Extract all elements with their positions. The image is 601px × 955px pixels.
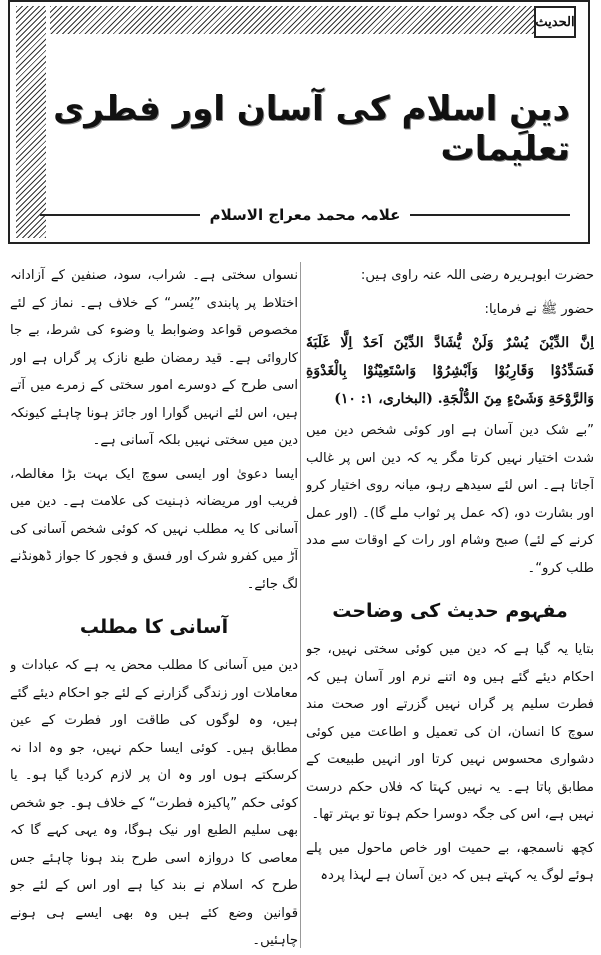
article-title: دینِ اسلام کی آسان اور فطری تعلیمات: [53, 89, 570, 169]
explanation-paragraph-1: بتایا یہ گیا ہے کہ دین میں کوئی سختی نہیں، جو احکام دیئے گئے ہیں وہ اتنے نرم اور آسان ہیں کہ فطرت سلیم پر گراں نہیں گزرتے اور صحت مند سوچ کا انسان، ان کی تعمیل و اطاعت میں کوئی دشواری محسوس نہیں کرتا اور انہیں طبیعت کے مطابق پاتا ہے۔ یہ نہیں کہتا کہ فلاں حکم درست نہیں ہے، اس کی جگہ دوسرا حکم ہوتا تو بہتر تھا۔: [306, 642, 594, 822]
hadith-arabic-text: اِنَّ الدِّیْنَ یُسْرٌ وَلَنْ یُّشَادَّ الدِّیْنَ اَحَدٌ اِلَّا غَلَبَهٗ فَسَدِّدُوْا وَقَارِبُوْا وَاَبْشِرُوْا وَاسْتَعِیْنُوْا بِالْغَدْوَةِ وَالرَّوْحَةِ وَشَیْءٍ مِنَ الدُّلْجَةِ. (البخاری، ۱: ۱۰): [306, 335, 594, 407]
author-name: علامہ محمد معراج الاسلام: [209, 206, 401, 224]
section-tag: الحديث: [534, 6, 576, 38]
right-column: [306, 262, 594, 952]
explanation-paragraph-2: کچھ ناسمجھ، بے حمیت اور خاص ماحول میں پلے ہوئے لوگ یہ کہتے ہیں کہ دین آسان ہے لہذا پردہ: [306, 840, 594, 883]
column-divider: [300, 262, 301, 948]
left-paragraph-1: نسواں سختی ہے۔ شراب، سود، صنفین کے آزادانہ اختلاط پر پابندی ”یُسر“ کے خلاف ہے۔ نماز کے لئے مخصوص قواعد وضوابط یا وضوء کی شرط، بے جا کاروائی ہے۔ قید رمضان طبع نازک پر گراں ہے اور اسی طرح کے دوسرے امور سختی کے زمرے میں آتے ہیں، اس لئے انہیں گوارا اور جائز ہونا چاہئے کیونکہ دین میں سختی نہیں بلکہ آسانی ہے۔: [10, 268, 298, 448]
hadith-intro: حضور ﷺ نے فرمایا:: [484, 301, 594, 317]
decorative-hatch-top: [50, 6, 550, 34]
hadith-translation: ”بے شک دین آسان ہے اور کوئی شخص دین میں شدت اختیار نہیں کرتا مگر یہ کہ دین اس پر غالب آجاتا ہے۔ اس لئے سیدھے رہو، میانہ روی اختیار کرو اور بشارت دو، (کہ عمل پر ثواب ملے گا)۔ (اور عمل کرنے کے لئے) صبح وشام اور رات کے اوقات سے مدد طلب کرو“۔: [306, 423, 594, 576]
subheading-explanation: مفہوم حدیث کی وضاحت: [332, 600, 568, 622]
byline-rule-right: [410, 214, 570, 216]
subheading-meaning-of-ease: آسانی کا مطلب: [79, 616, 229, 638]
byline-rule-left: [40, 214, 200, 216]
narrator-line: حضرت ابوہریرہ رضی اللہ عنہ راوی ہیں:: [360, 268, 594, 283]
left-paragraph-3: دین میں آسانی کا مطلب محض یہ ہے کہ عبادات و معاملات اور زندگی گزارنے کے لئے جو احکام دیئے گئے ہیں، وہ لوگوں کی طاقت اور فطرت کے عین مطابق ہیں۔ کوئی ایسا حکم نہیں، جو وہ ادا نہ کرسکتے ہوں اور وہ ان پر لازم کردیا گیا ہو۔ یا کوئی حکم ”پاکیزہ فطرت“ کے خلاف ہو۔ جو شخص بھی سلیم الطبع اور نیک ہوگا، وہ یہی کہے گا کہ معاصی کا دروازہ اسی طرح بند ہونا چاہئے جس طرح کہ اسلام نے بند کیا ہے اور اس کے لئے جو قوانین وضع کئے ہیں وہ بھی ایسے ہی ہونے چاہئیں۔: [10, 658, 298, 948]
left-paragraph-2: ایسا دعویٰ اور ایسی سوچ ایک بہت بڑا مغالطہ، فریب اور مریضانہ ذہنیت کی علامت ہے۔ دین میں آسانی کا یہ مطلب نہیں کہ کوئی شخص آسانی کی آڑ میں کفرو شرک اور فسق و فجور کا جواز ڈھونڈنے لگ جائے۔: [10, 466, 298, 592]
author-byline: [40, 198, 570, 232]
left-column: [10, 262, 298, 952]
